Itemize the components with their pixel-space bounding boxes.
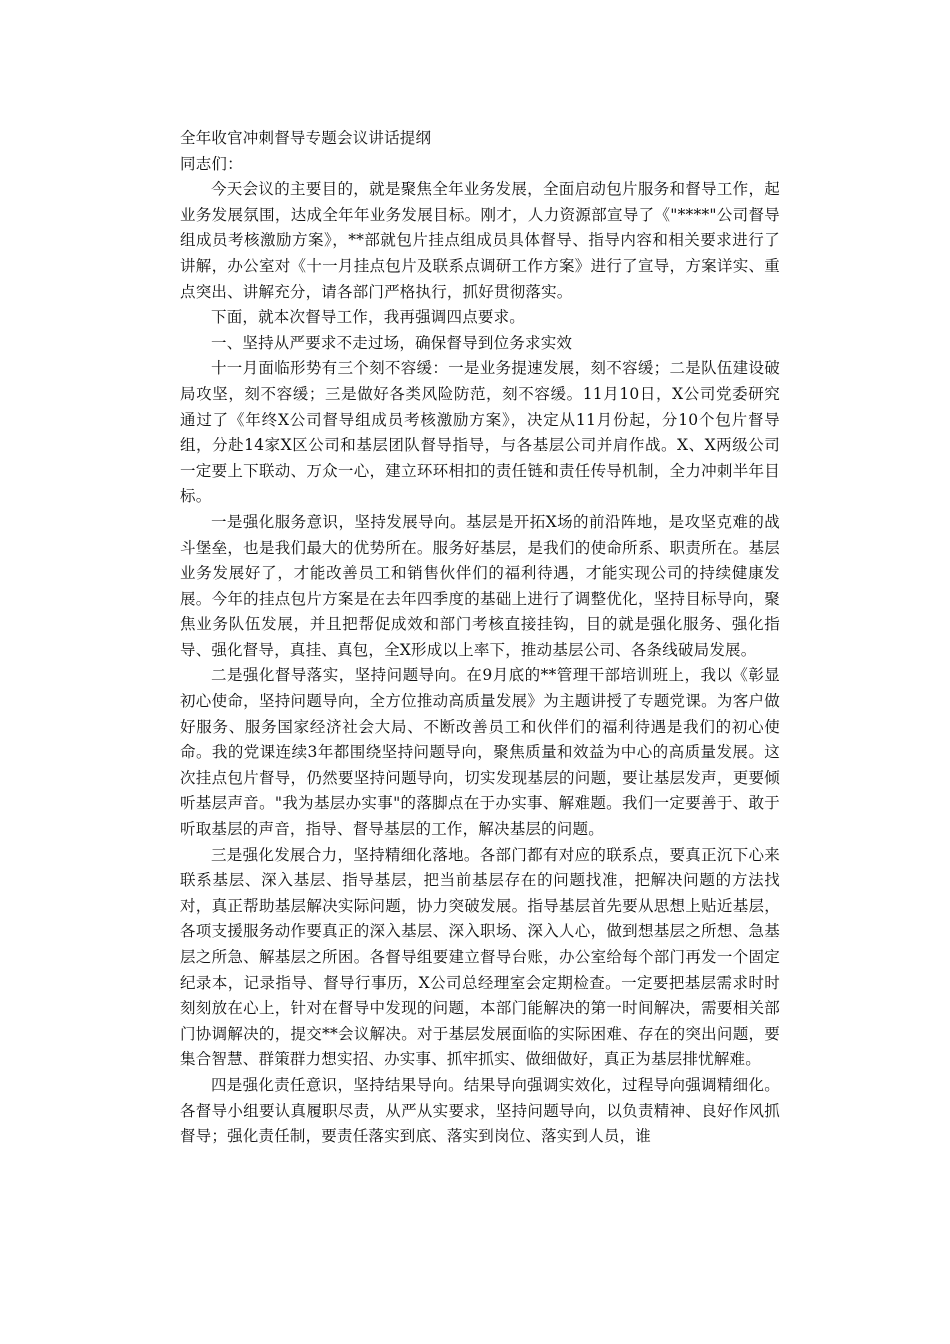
paragraph-point-2: 二是强化督导落实，坚持问题导向。在9月底的**管理干部培训班上，我以《彰显初心使命，坚持问题导向，全方位推动高质量发展》为主题讲授了专题党课。为客户做好服务、服务国家经济社会大局、不断改善员工和伙伴们的福利待遇是我们的初心使命。我的党课连续3年都围绕坚持问题导向，聚焦质量和效益为中心的高质量发展。这次挂点包片督导，仍然要坚持问题导向，切实发现基层的问题，要让基层发声，更要倾听基层声音。"我为基层办实事"的落脚点在于办实事、解难题。我们一定要善于、敢于听取基层的声音，指导、督导基层的工作，解决基层的问题。	[180, 666, 780, 839]
salutation: 同志们：	[180, 154, 243, 173]
document-title: 全年收官冲刺督导专题会议讲话提纲	[180, 129, 432, 147]
paragraph-opening: 今天会议的主要目的，就是聚焦全年业务发展，全面启动包片服务和督导工作，起业务发展氛围，达成全年年业务发展目标。刚才，人力资源部宣导了《"****"公司督导组成员考核激励方案》，**部就包片挂点组成员具体督导、指导内容和相关要求进行了讲解，办公室对《十一月挂点包片及联系点调研工作方案》进行了宣导，方案详实、重点突出、讲解充分，请各部门严格执行，抓好贯彻落实。	[180, 180, 780, 301]
document-body	[180, 126, 780, 1150]
section-heading-1: 一、坚持从严要求不走过场，确保督导到位务求实效	[211, 333, 573, 352]
paragraph-intro-requirements: 下面，就本次督导工作，我再强调四点要求。	[211, 308, 526, 327]
paragraph-point-3: 三是强化发展合力，坚持精细化落地。各部门都有对应的联系点，要真正沉下心来联系基层、深入基层、指导基层，把当前基层存在的问题找准，把解决问题的方法找对，真正帮助基层解决实际问题，协力突破发展。指导基层首先要从思想上贴近基层，各项支援服务动作要真正的深入基层、深入职场、深入人心，做到想基层之所想、急基层之所急、解基层之所困。各督导组要建立督导台账，办公室给每个部门再发一个固定纪录本，记录指导、督导行事历，X公司总经理室会定期检查。一定要把基层需求时时刻刻放在心上，针对在督导中发现的问题，本部门能解决的第一时间解决，需要相关部门协调解决的，提交**会议解决。对于基层发展面临的实际困难、存在的突出问题，要集合智慧、群策群力想实招、办实事、抓牢抓实、做细做好，真正为基层排忧解难。	[180, 845, 780, 1069]
paragraph-point-4: 四是强化责任意识，坚持结果导向。结果导向强调实效化，过程导向强调精细化。各督导小组要认真履职尽责，从严从实要求，坚持问题导向，以负责精神、良好作风抓督导；强化责任制，要责任落实到底、落实到岗位、落实到人员，谁	[180, 1075, 780, 1146]
paragraph-situation: 十一月面临形势有三个刻不容缓：一是业务提速发展，刻不容缓；二是队伍建设破局攻坚，刻不容缓；三是做好各类风险防范，刻不容缓。11月10日，X公司党委研究通过了《年终X公司督导组成员考核激励方案》，决定从11月份起，分10个包片督导组，分赴14家X区公司和基层团队督导指导，与各基层公司并肩作战。X、X两级公司一定要上下联动、万众一心，建立环环相扣的责任链和责任传导机制，全力冲刺半年目标。	[180, 359, 780, 506]
paragraph-point-1: 一是强化服务意识，坚持发展导向。基层是开拓X场的前沿阵地，是攻坚克难的战斗堡垒，也是我们最大的优势所在。服务好基层，是我们的使命所系、职责所在。基层业务发展好了，才能改善员工和销售伙伴们的福利待遇，才能实现公司的持续健康发展。今年的挂点包片方案是在去年四季度的基础上进行了调整优化，坚持目标导向，聚焦业务队伍发展，并且把帮促成效和部门考核直接挂钩，目的就是强化服务、强化指导、强化督导，真挂、真包，全X形成以上率下，推动基层公司、各条线破局发展。	[180, 512, 780, 659]
